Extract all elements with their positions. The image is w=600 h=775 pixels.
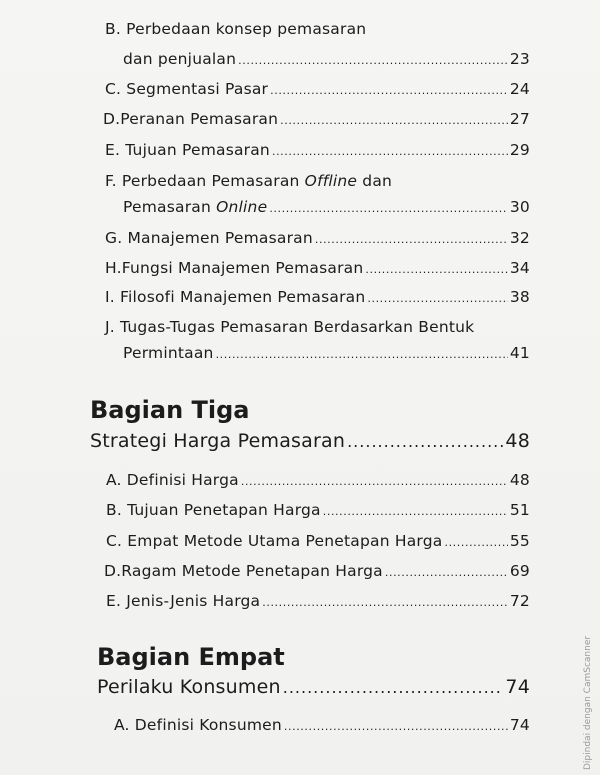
toc-item-c[interactable] xyxy=(105,80,530,98)
section-heading-bagian-empat: Bagian Empat xyxy=(97,643,285,671)
toc-item-label: E. Tujuan Pemasaran xyxy=(105,141,270,159)
toc-item-tiga-d[interactable] xyxy=(104,562,530,580)
toc-page-number: 38 xyxy=(509,288,530,306)
toc-item-g[interactable] xyxy=(105,229,530,247)
toc-item-f[interactable] xyxy=(123,198,530,216)
toc-item-label: H.Fungsi Manajemen Pemasaran xyxy=(105,259,364,277)
leader-dots xyxy=(262,596,508,609)
toc-page-number: 74 xyxy=(509,716,530,734)
toc-item-j[interactable] xyxy=(123,344,530,362)
toc-text: dan xyxy=(357,172,393,190)
chapter-title: Perilaku Konsumen xyxy=(97,676,281,698)
toc-item-label: dan penjualan xyxy=(123,50,237,68)
leader-dots xyxy=(283,678,504,697)
toc-page-number: 51 xyxy=(509,501,530,519)
leader-dots xyxy=(365,263,507,276)
toc-text-italic: Offline xyxy=(304,172,358,190)
toc-text: Pemasaran xyxy=(123,198,217,216)
toc-item-b[interactable] xyxy=(123,50,530,68)
toc-page-number: 29 xyxy=(509,141,530,159)
leader-dots xyxy=(238,54,508,67)
toc-item-label: D.Ragam Metode Penetapan Harga xyxy=(104,562,383,580)
toc-page-number: 23 xyxy=(509,50,530,68)
toc-item-h[interactable] xyxy=(105,259,530,277)
leader-dots xyxy=(280,114,508,127)
toc-item-label: C. Empat Metode Utama Penetapan Harga xyxy=(106,532,443,550)
toc-page-number: 72 xyxy=(509,592,530,610)
toc-item-tiga-e[interactable] xyxy=(106,592,530,610)
leader-dots xyxy=(385,566,508,579)
leader-dots xyxy=(272,145,508,158)
chapter-page-number: 48 xyxy=(505,430,530,452)
toc-item-d[interactable] xyxy=(103,110,530,128)
section-heading-bagian-tiga: Bagian Tiga xyxy=(90,396,250,424)
toc-item-label: E. Jenis-Jenis Harga xyxy=(106,592,261,610)
leader-dots xyxy=(269,202,508,215)
toc-item-label: G. Manajemen Pemasaran xyxy=(105,229,313,247)
leader-dots xyxy=(323,505,508,518)
toc-item-tiga-b[interactable] xyxy=(106,501,530,519)
toc-item-label: A. Definisi Harga xyxy=(106,471,239,489)
toc-item-f-line1 xyxy=(105,172,392,190)
toc-page-number: 30 xyxy=(509,198,530,216)
toc-text-italic: Online xyxy=(216,198,268,216)
toc-item-tiga-a[interactable] xyxy=(106,471,530,489)
chapter-page-number: 74 xyxy=(505,676,530,698)
toc-page-number: 48 xyxy=(509,471,530,489)
leader-dots xyxy=(241,475,508,488)
toc-page-number: 34 xyxy=(509,259,530,277)
toc-item-j-line1: J. Tugas-Tugas Pemasaran Berdasarkan Bentuk xyxy=(105,318,475,336)
toc-page-number: 55 xyxy=(509,532,530,550)
leader-dots xyxy=(270,84,508,97)
toc-item-label: I. Filosofi Manajemen Pemasaran xyxy=(105,288,366,306)
toc-item-tiga-c[interactable] xyxy=(106,532,530,550)
toc-item-label: D.Peranan Pemasaran xyxy=(103,110,279,128)
scanner-watermark: Dipindai dengan CamScanner xyxy=(583,635,593,770)
toc-item-b-line1: B. Perbedaan konsep pemasaran xyxy=(105,20,367,38)
toc-item-i[interactable] xyxy=(105,288,530,306)
chapter-perilaku-konsumen[interactable] xyxy=(97,676,530,698)
leader-dots xyxy=(284,720,508,733)
toc-item-label: A. Definisi Konsumen xyxy=(114,716,282,734)
toc-item-e[interactable] xyxy=(105,141,530,159)
leader-dots xyxy=(367,292,507,305)
toc-page-number: 69 xyxy=(509,562,530,580)
toc-item-empat-a[interactable] xyxy=(114,716,530,734)
toc-page-number: 41 xyxy=(509,344,530,362)
leader-dots xyxy=(347,432,503,451)
toc-item-label: C. Segmentasi Pasar xyxy=(105,80,269,98)
chapter-title: Strategi Harga Pemasaran xyxy=(90,430,346,452)
leader-dots xyxy=(444,536,507,549)
toc-item-label: B. Tujuan Penetapan Harga xyxy=(106,501,321,519)
leader-dots xyxy=(315,233,508,246)
toc-text: F. Perbedaan Pemasaran xyxy=(105,172,305,190)
toc-page-number: 24 xyxy=(509,80,530,98)
toc-page-number: 27 xyxy=(509,110,530,128)
leader-dots xyxy=(216,348,508,361)
toc-item-label: Permintaan xyxy=(123,344,214,362)
chapter-strategi-harga[interactable] xyxy=(90,430,530,452)
toc-page-number: 32 xyxy=(509,229,530,247)
toc-item-label xyxy=(123,198,267,216)
